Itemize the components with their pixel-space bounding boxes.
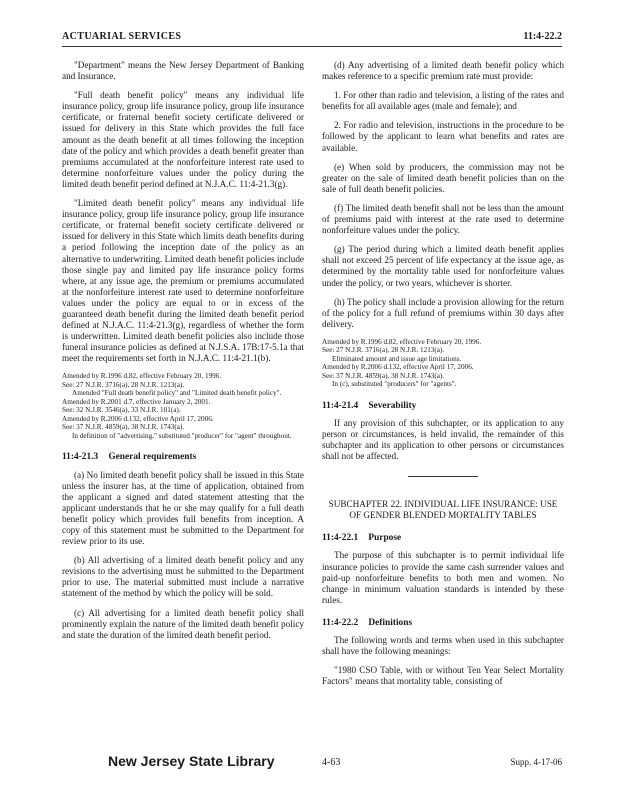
section-divider — [408, 476, 478, 477]
definition-1980-cso-table: "1980 CSO Table, with or without Ten Year Select Mortality Factors" means that mortality table, consisting of — [322, 665, 564, 687]
section-number: 11:4-21.4 — [322, 400, 359, 411]
definition-full-death-benefit-policy: "Full death benefit policy" means any individual life insurance policy, group life insurance policy, group life insurance certificate, or fraternal benefit society certificate delivered or issued for delivery in this State which provides the full face amount as the death benefit at all times following the inception date of the policy and which provides a death benefit greater than premiums accumulated at the nonforfeiture interest rate used to determine nonforfeiture values under the policy during the limited death benefit period defined at N.J.A.C. 11:4-21.3(g). — [62, 90, 304, 189]
section-heading-21-4 — [322, 401, 564, 412]
paragraph-d-1: 1. For other than radio and television, a listing of the rates and benefits for all available ages (male and female); and — [322, 90, 564, 112]
section-heading-22-2 — [322, 618, 564, 629]
paragraph-purpose: The purpose of this subchapter is to permit individual life insurance policies to provide the same cash surrender values and paid-up nonforfeiture benefits to both men and women. No change in minimum valuation standards is intended by these rules. — [322, 550, 564, 605]
amendment-line: In (c), substituted "producers" for "agents". — [332, 380, 457, 389]
section-title: General requirements — [108, 452, 197, 463]
page-number: 4-63 — [322, 757, 341, 768]
definition-limited-death-benefit-policy: "Limited death benefit policy" means any individual life insurance policy, group life insurance policy, group life insurance certificate, or fraternal benefit society certificate delivered or issued for delivery in this State which limits death benefits during a period following the inception date of the policy as an alternative to underwriting. Limited death benefit policies include those single pay and limited pay life insurance policy forms where, at any issue age, the premium or premiums accumulated at the nonforfeiture interest rate used to determine nonforfeiture values under the policy are equal to or in excess of the guaranteed death benefit during the limited death benefit period defined at N.J.A.C. 11:4-21.3(g), regardless of whether the form is underwritten. Limited death benefit policies also include those funeral insurance policies as defined at N.J.S.A. 17B:17-5.1a that meet the requirements set forth in N.J.A.C. 11:4-21.1(b). — [62, 198, 304, 364]
paragraph-d-2: 2. For radio and television, instructions in the procedure to be followed by the applicant to learn what benefits and rates are available. — [322, 120, 564, 153]
page-footer — [62, 755, 562, 775]
header-section-number: 11:4-22.2 — [523, 31, 562, 42]
section-title: Purpose — [368, 533, 402, 544]
paragraph-h: (h) The policy shall include a provision allowing for the return of the policy for a full refund of premiums within 30 days after delivery. — [322, 296, 564, 329]
amendment-line: Amended by R.2006 d.132, effective April 17, 2006. — [62, 414, 214, 423]
supplement-date: Supp. 4-17-06 — [510, 757, 562, 767]
amendment-line: Amended by R.2006 d.132, effective April 17, 2006. — [322, 363, 474, 372]
amendment-line: See: 37 N.J.R. 4859(a), 38 N.J.R. 1743(a). — [62, 423, 185, 432]
paragraph-a: (a) No limited death benefit policy shall be issued in this State unless the insurer has, at the time of application, obtained from the applicant a signed and dated statement attesting that the applicant understands that he or she may qualify for a full death benefit policy which provides full benefits from inception. A copy of this statement must be submitted to the Department for review prior to its use. — [62, 469, 304, 547]
amendment-line: See: 27 N.J.R. 3716(a), 28 N.J.R. 1213(a). — [322, 346, 445, 355]
header-title: ACTUARIAL SERVICES — [62, 31, 182, 42]
right-column — [322, 60, 564, 695]
paragraph-c: (c) All advertising for a limited death benefit policy shall prominently explain the nature of the limited death benefit policy and state the duration of the limited death benefit period. — [62, 607, 304, 640]
section-heading-22-1 — [322, 533, 564, 544]
amendment-line: See: 27 N.J.R. 3716(a), 28 N.J.R. 1213(a). — [62, 380, 185, 389]
amendment-line: Eliminated amount and issue age limitations. — [332, 354, 462, 363]
section-number: 11:4-22.2 — [322, 617, 359, 628]
paragraph-severability: If any provision of this subchapter, or its application to any person or circumstances, is held invalid, the remainder of this subchapter and its application to other persons or circumstances shall not be affected. — [322, 417, 564, 462]
section-number: 11:4-22.1 — [322, 533, 359, 544]
running-header — [62, 30, 562, 47]
amendment-line: See: 37 N.J.R. 4859(a), 38 N.J.R. 1743(a). — [322, 371, 445, 380]
paragraph-definitions-intro: The following words and terms when used in this subchapter shall have the following meanings: — [322, 635, 564, 657]
amendment-history-21-3 — [322, 338, 564, 389]
definition-department: "Department" means the New Jersey Department of Banking and Insurance. — [62, 60, 304, 82]
amendment-line: Amended "Full death benefit policy" and "Limited death benefit policy". — [72, 389, 282, 398]
section-title: Severability — [368, 400, 417, 411]
amendment-line: Amended by R.1996 d.82, effective February 20, 1996. — [322, 337, 482, 346]
subchapter-title: SUBCHAPTER 22. INDIVIDUAL LIFE INSURANCE: USE OF GENDER BLENDED MORTALITY TABLES — [328, 499, 558, 521]
amendment-line: In definition of "advertising," substituted "producer" for "agent" throughout. — [72, 431, 292, 440]
section-heading-21-3 — [62, 452, 304, 463]
paragraph-d: (d) Any advertising of a limited death benefit policy which makes reference to a specific premium rate must provide: — [322, 60, 564, 82]
amendment-line: See: 32 N.J.R. 3546(a), 33 N.J.R. 101(a). — [62, 406, 181, 415]
paragraph-b: (b) All advertising of a limited death benefit policy and any revisions to the advertising must be submitted to the Department prior to use. The material submitted must include a narrative statement of the method by which the policy will be sold. — [62, 555, 304, 599]
section-title: Definitions — [368, 617, 413, 628]
paragraph-g: (g) The period during which a limited death benefit applies shall not exceed 25 percent of life expectancy at the issue age, as determined by the mortality table used for nonforfeiture values under the policy, or two years, whichever is shorter. — [322, 244, 564, 288]
paragraph-f: (f) The limited death benefit shall not be less than the amount of premiums paid with interest at the rate used to determine nonforfeiture values under the policy. — [322, 202, 564, 236]
section-number: 11:4-21.3 — [62, 452, 99, 463]
paragraph-e: (e) When sold by producers, the commission may not be greater on the sale of limited death benefit policies than on the sale of full death benefit policies. — [322, 161, 564, 194]
amendment-line: Amended by R.2001 d.7, effective January 2, 2001. — [62, 397, 211, 406]
amendment-history-21-2 — [62, 372, 304, 440]
amendment-line: Amended by R.1996 d.82, effective February 20, 1996. — [62, 372, 222, 381]
left-column — [62, 60, 304, 649]
library-watermark: New Jersey State Library — [108, 753, 275, 769]
